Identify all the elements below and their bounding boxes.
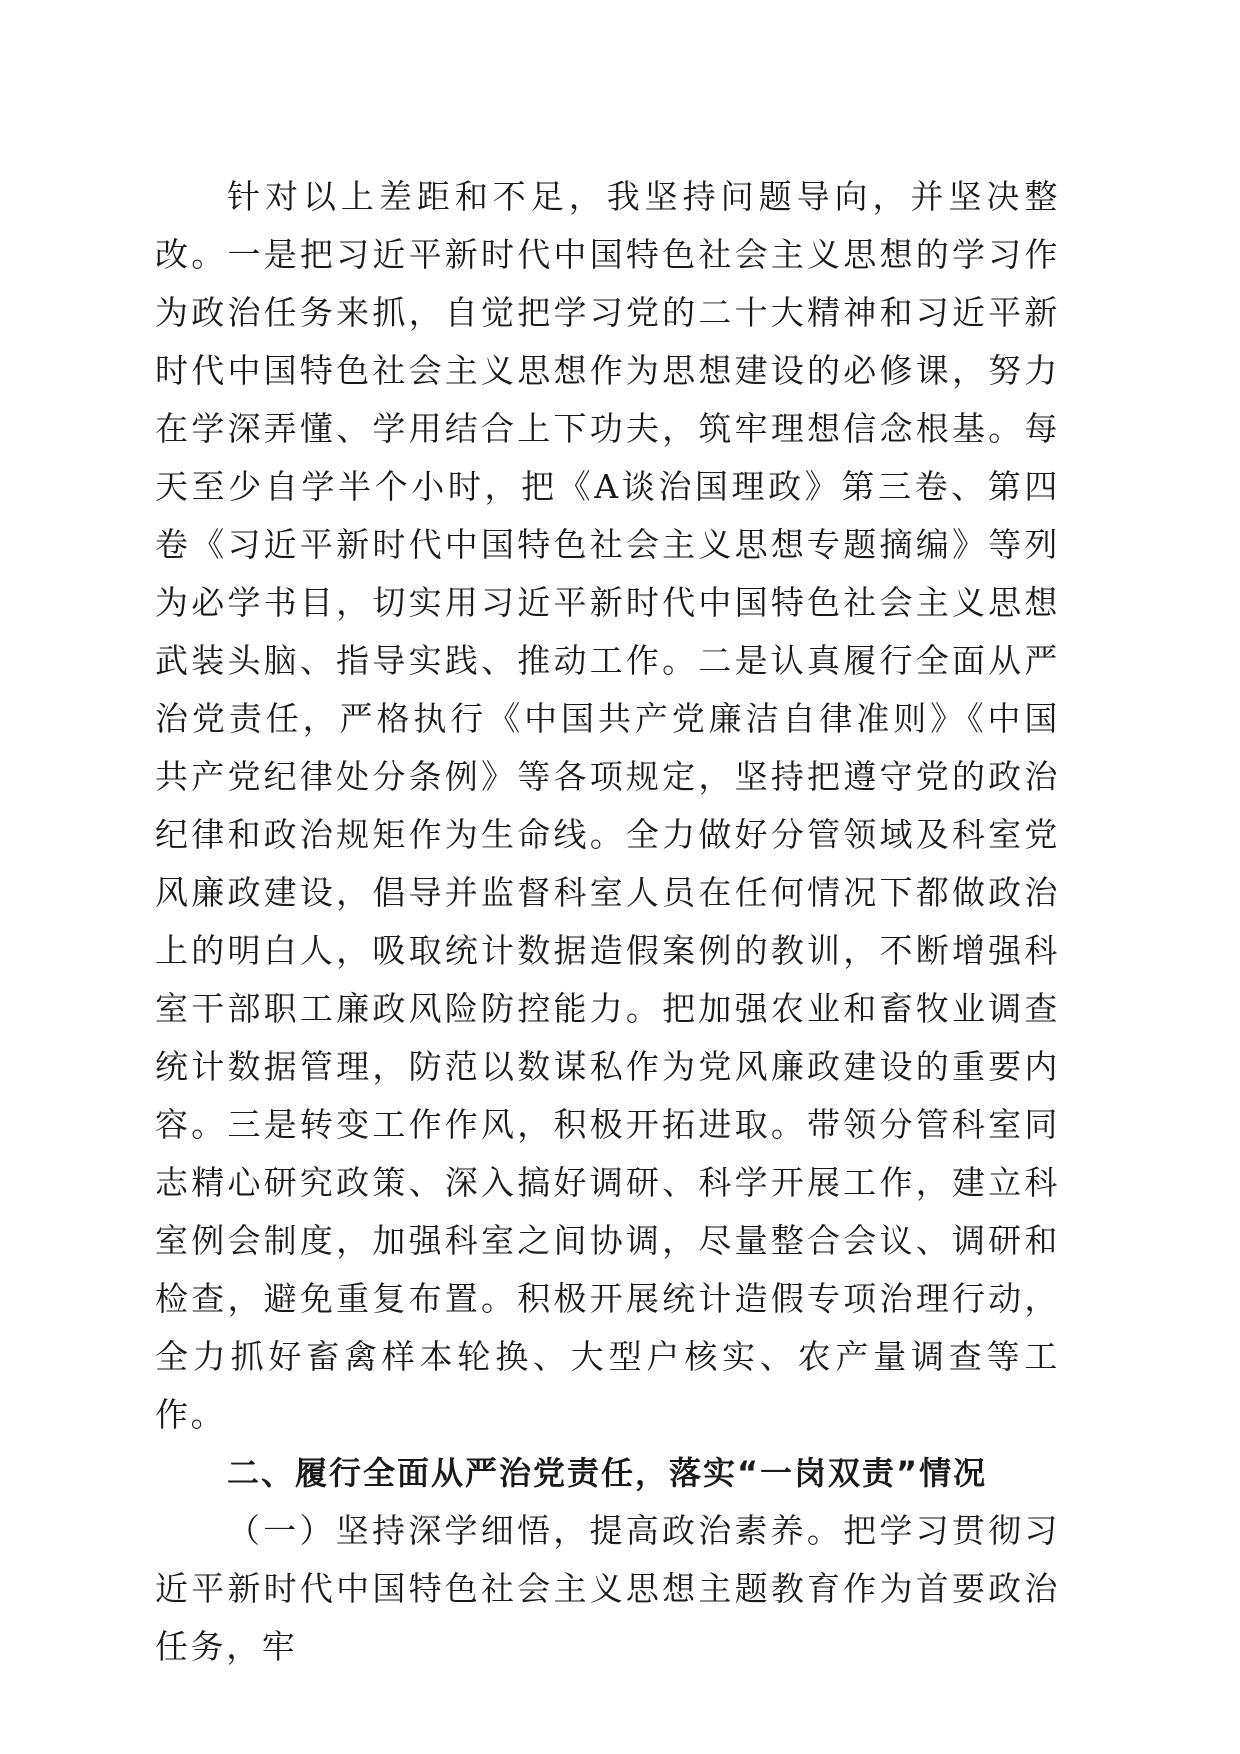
document-body <box>155 168 1060 1676</box>
body-paragraph: （一）坚持深学细悟，提高政治素养。把学习贯彻习近平新时代中国特色社会主义思想主题教育作为首要政治任务，牢 <box>155 1511 1060 1666</box>
body-paragraph: 针对以上差距和不足，我坚持问题导向，并坚决整改。一是把习近平新时代中国特色社会主义思想的学习作为政治任务来抓，自觉把学习党的二十大精神和习近平新时代中国特色社会主义思想作为思想建设的必修课，努力在学深弄懂、学用结合上下功夫，筑牢理想信念根基。每天至少自学半个小时，把《A谈治国理政》第三卷、第四卷《习近平新时代中国特色社会主义思想专题摘编》等列为必学书目，切实用习近平新时代中国特色社会主义思想武装头脑、指导实践、推动工作。二是认真履行全面从严治党责任，严格执行《中国共产党廉洁自律准则》《中国共产党纪律处分条例》等各项规定，坚持把遵守党的政治纪律和政治规矩作为生命线。全力做好分管领域及科室党风廉政建设，倡导并监督科室人员在任何情况下都做政治上的明白人，吸取统计数据造假案例的教训，不断增强科室干部职工廉政风险防控能力。把加强农业和畜牧业调查统计数据管理，防范以数谋私作为党风廉政建设的重要内容。三是转变工作作风，积极开拓进取。带领分管科室同志精心研究政策、深入搞好调研、科学开展工作，建立科室例会制度，加强科室之间协调，尽量整合会议、调研和检查，避免重复布置。积极开展统计造假专项治理行动，全力抓好畜禽样本轮换、大型户核实、农产量调查等工作。 <box>155 177 1060 1434</box>
section-heading: 二、履行全面从严治党责任，落实“一岗双责”情况 <box>227 1454 988 1492</box>
